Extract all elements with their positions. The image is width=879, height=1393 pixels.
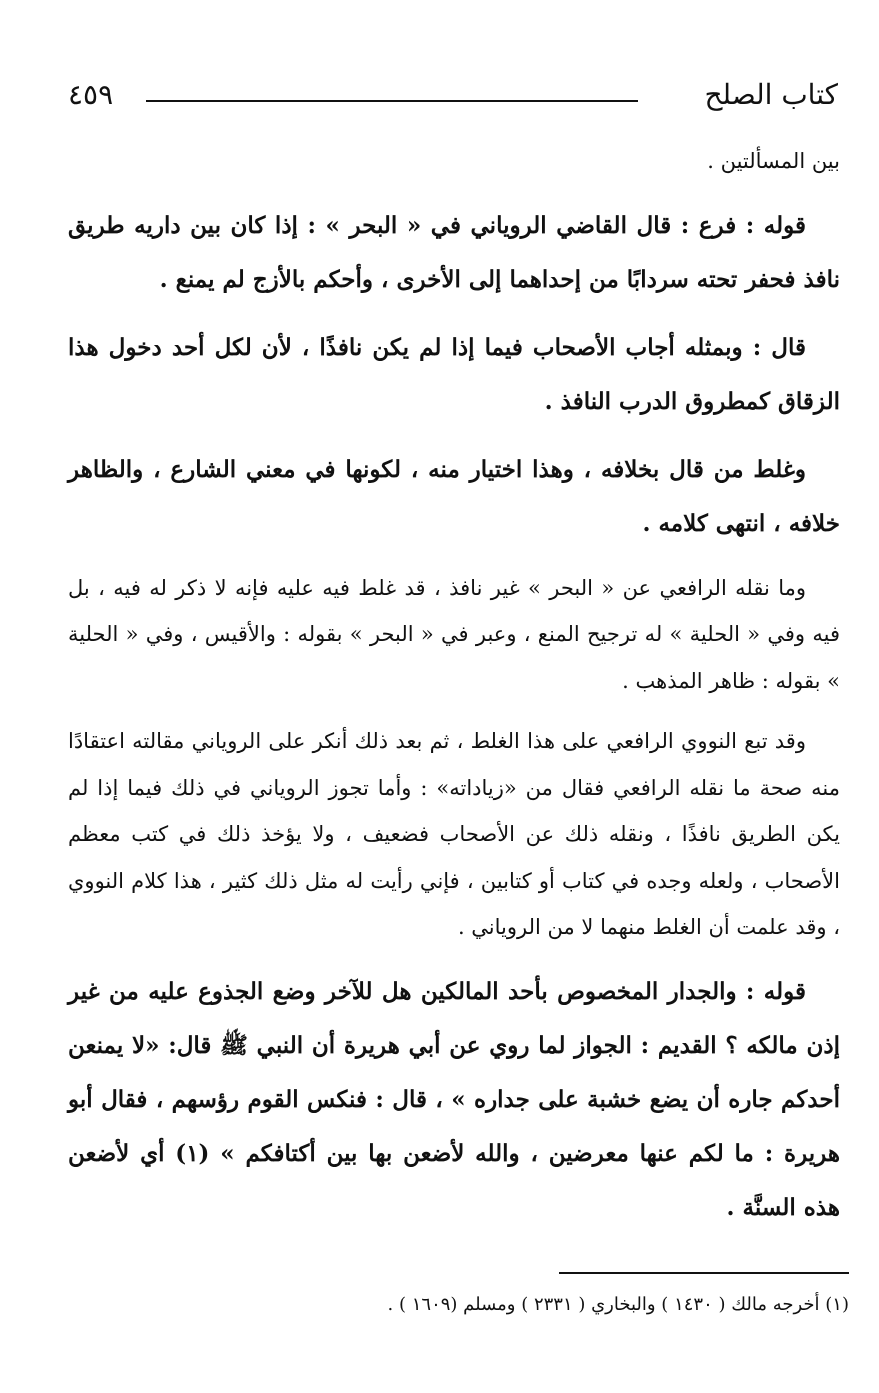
- page-header: [68, 72, 838, 120]
- paragraph-3: قال : وبمثله أجاب الأصحاب فيما إذا لم يكن نافذًا ، لأن لكل أحد دخول هذا الزقاق كمطروق الدرب النافذ .: [68, 333, 840, 415]
- chapter-title: كتاب الصلح: [704, 78, 838, 111]
- page-body: [68, 138, 840, 1235]
- paragraph-6: وقد تبع النووي الرافعي على هذا الغلط ، ثم بعد ذلك أنكر على الروياني مقالته اعتقادًا منه صحة ما نقله الرافعي فقال من «زياداته» : وأما تجوز الروياني في ذلك فيما إذا لم يكن الطريق نافذًا ، ونقله ذلك عن الأصحاب فضعيف ، ولا يؤخذ ذلك في كتب معظم الأصحاب ، ولعله وجده في كتاب أو كتابين ، فإني رأيت له مثل ذلك كثير ، هذا كلام النووي ، وقد علمت أن الغلط منهما لا من الروياني .: [68, 729, 840, 939]
- paragraph-4: وغلط من قال بخلافه ، وهذا اختيار منه ، لكونها في معني الشارع ، والظاهر خلافه ، انتهى كلامه .: [68, 455, 840, 537]
- paragraph-1: بين المسألتين .: [707, 149, 840, 173]
- header-rule: [146, 100, 638, 102]
- page-number: ٤٥٩: [68, 78, 114, 111]
- paragraph-5: وما نقله الرافعي عن « البحر » غير نافذ ، قد غلط فيه عليه فإنه لا ذكر له فيه ، بل فيه وفي « الحلية » له ترجيح المنع ، وعبر في « البحر » بقوله : والأقيس ، وفي « الحلية » بقوله : ظاهر المذهب .: [68, 575, 840, 693]
- paragraph-2: قوله : فرع : قال القاضي الروياني في « البحر » : إذا كان بين داريه طريق نافذ فحفر تحته سردابًا من إحداهما إلى الأخرى ، وأحكم بالأزج لم يمنع .: [68, 211, 840, 293]
- paragraph-7: قوله : والجدار المخصوص بأحد المالكين هل للآخر وضع الجذوع عليه من غير إذن مالكه ؟ القديم : الجواز لما روي عن أبي هريرة أن النبي ﷺ قال: «لا يمنعن أحدكم جاره أن يضع خشبة على جداره » ، قال : فنكس القوم رؤسهم ، فقال أبو هريرة : ما لكم عنها معرضين ، والله لأضعن بها بين أكتافكم » (١) أي لأضعن هذه السنَّة .: [68, 977, 840, 1221]
- footnote: (١) أخرجه مالك ( ١٤٣٠ ) والبخاري ( ٢٣٣١ ) ومسلم (١٦٠٩ ) .: [387, 1294, 849, 1315]
- footnote-rule: [559, 1272, 849, 1274]
